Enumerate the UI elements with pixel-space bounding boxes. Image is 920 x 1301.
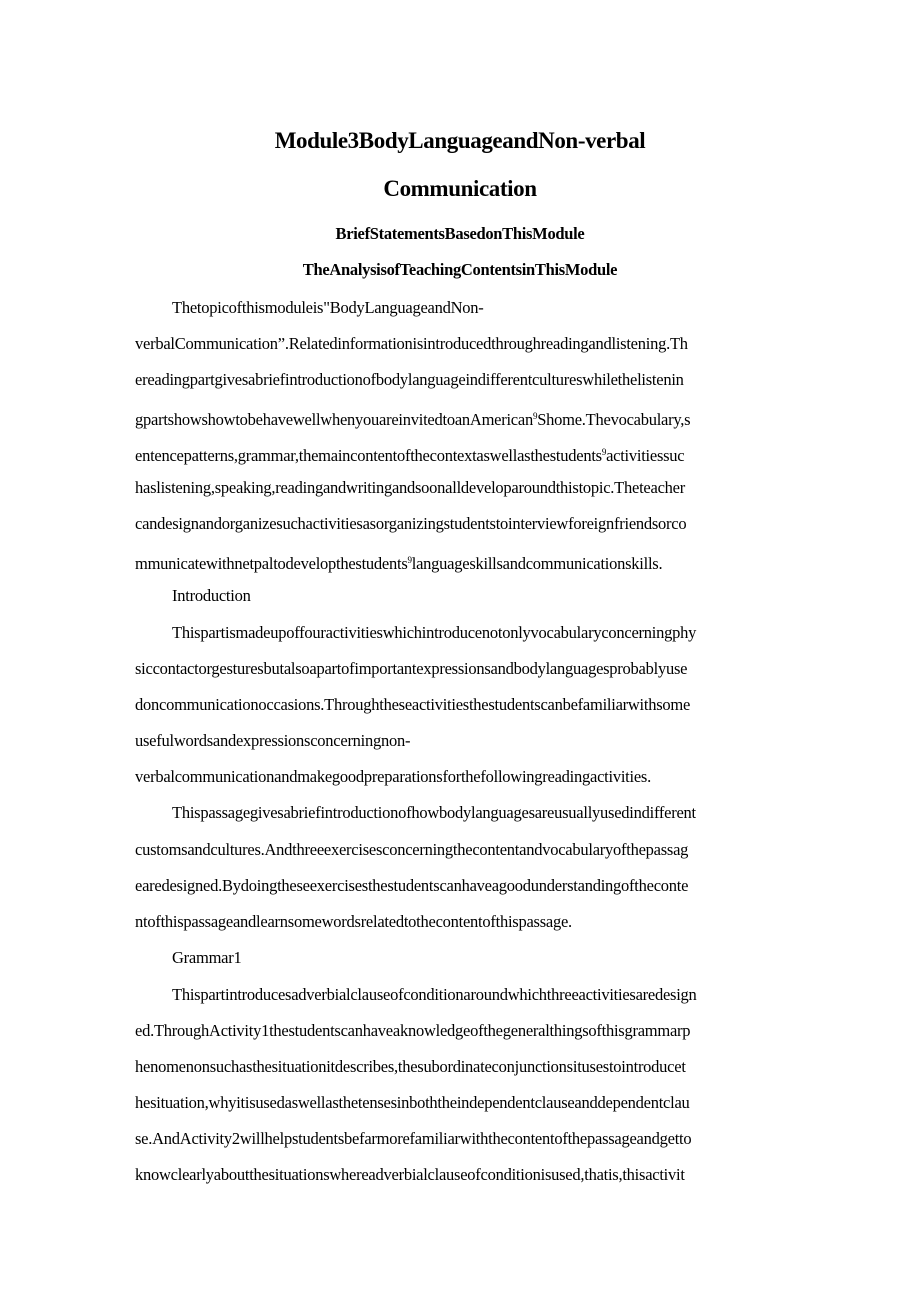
document-title-line-1: Module3BodyLanguageandNon-verbal bbox=[274, 128, 646, 153]
superscript-mark: 9 bbox=[601, 447, 607, 457]
paragraph-grammar-line: Thispartintroducesadverbialclauseofconditionaroundwhichthreeactivitiesaredesign bbox=[172, 985, 697, 1004]
text-run: mmunicatewithnetpaltodevelopthestudents bbox=[135, 554, 408, 573]
paragraph-reading-line: customsandcultures.Andthreeexercisesconcerningthecontentandvocabularyofthepassag bbox=[135, 840, 689, 859]
paragraph-introduction-line: usefulwordsandexpressionsconcerningnon- bbox=[135, 731, 411, 750]
text-run: languageskillsandcommunicationskills. bbox=[411, 554, 663, 573]
paragraph-topic-line: candesignandorganizesuchactivitiesasorganizingstudentstointerviewforeignfriendsorco bbox=[135, 514, 687, 533]
text-run: activitiessuc bbox=[606, 446, 685, 465]
superscript-mark: 9 bbox=[407, 555, 412, 565]
paragraph-grammar-line: knowclearlyaboutthesituationswhereadverbialclauseofconditionisused,thatis,thisactivit bbox=[135, 1165, 685, 1184]
paragraph-introduction-line: Thispartismadeupoffouractivitieswhichintroducenotonlyvocabularyconcerningphy bbox=[172, 623, 697, 642]
paragraph-introduction-line: doncommunicationoccasions.Throughtheseactivitiesthestudentscanbefamiliarwithsome bbox=[135, 695, 691, 714]
paragraph-topic-line bbox=[135, 442, 684, 466]
superscript-mark: 9 bbox=[532, 411, 538, 421]
text-run: entencepatterns,grammar,themaincontentofthecontextaswellasthestudents bbox=[135, 446, 602, 465]
paragraph-grammar-line: se.AndActivity2willhelpstudentsbefarmorefamiliarwiththecontentofthepassageandgetto bbox=[135, 1129, 692, 1148]
paragraph-reading-line: ntofthispassageandlearnsomewordsrelatedtothecontentofthispassage. bbox=[135, 912, 572, 931]
paragraph-topic-line: haslistening,speaking,readingandwritingandsoonalldeveloparoundthistopic.Theteacher bbox=[135, 478, 685, 497]
paragraph-introduction-line: verbalcommunicationandmakegoodpreparationsforthefollowingreadingactivities. bbox=[135, 767, 651, 786]
paragraph-grammar-line: ed.ThroughActivity1thestudentscanhaveaknowledgeofthegeneralthingsofthisgrammarp bbox=[135, 1021, 691, 1040]
paragraph-topic-line: verbalCommunication”.Relatedinformationisintroducedthroughreadingandlistening.Th bbox=[135, 334, 688, 353]
section-heading-introduction: Introduction bbox=[172, 586, 251, 605]
text-run: Shome.Thevocabulary,s bbox=[537, 410, 691, 429]
subtitle-analysis: TheAnalysisofTeachingContentsinThisModule bbox=[302, 260, 618, 279]
paragraph-topic-line: Thetopicofthismoduleis"BodyLanguageandNon- bbox=[172, 298, 484, 317]
paragraph-topic-line bbox=[135, 406, 690, 430]
paragraph-grammar-line: hesituation,whyitisusedaswellasthetensesinboththeindependentclauseanddependentclau bbox=[135, 1093, 690, 1112]
text-run: gpartshowshowtobehavewellwhenyouareinvitedtoanAmerican bbox=[135, 410, 533, 429]
paragraph-topic-line bbox=[135, 550, 662, 574]
document-title-line-2: Communication bbox=[383, 176, 537, 201]
paragraph-grammar-line: henomenonsuchasthesituationitdescribes,thesubordinateconjunctionsitusestointroducet bbox=[135, 1057, 686, 1076]
paragraph-reading-line: Thispassagegivesabriefintroductionofhowbodylanguagesareusuallyusedindifferent bbox=[172, 803, 696, 822]
paragraph-topic-line: ereadingpartgivesabriefintroductionofbodylanguageindifferentcultureswhilethelistenin bbox=[135, 370, 684, 389]
section-heading-grammar: Grammar1 bbox=[172, 948, 242, 967]
paragraph-reading-line: earedesigned.Bydoingtheseexercisesthestudentscanhaveagoodunderstandingoftheconte bbox=[135, 876, 689, 895]
subtitle-brief-statements: BriefStatementsBasedonThisModule bbox=[335, 224, 585, 243]
paragraph-introduction-line: siccontactorgesturesbutalsoapartofimportantexpressionsandbodylanguagesprobablyuse bbox=[135, 659, 688, 678]
